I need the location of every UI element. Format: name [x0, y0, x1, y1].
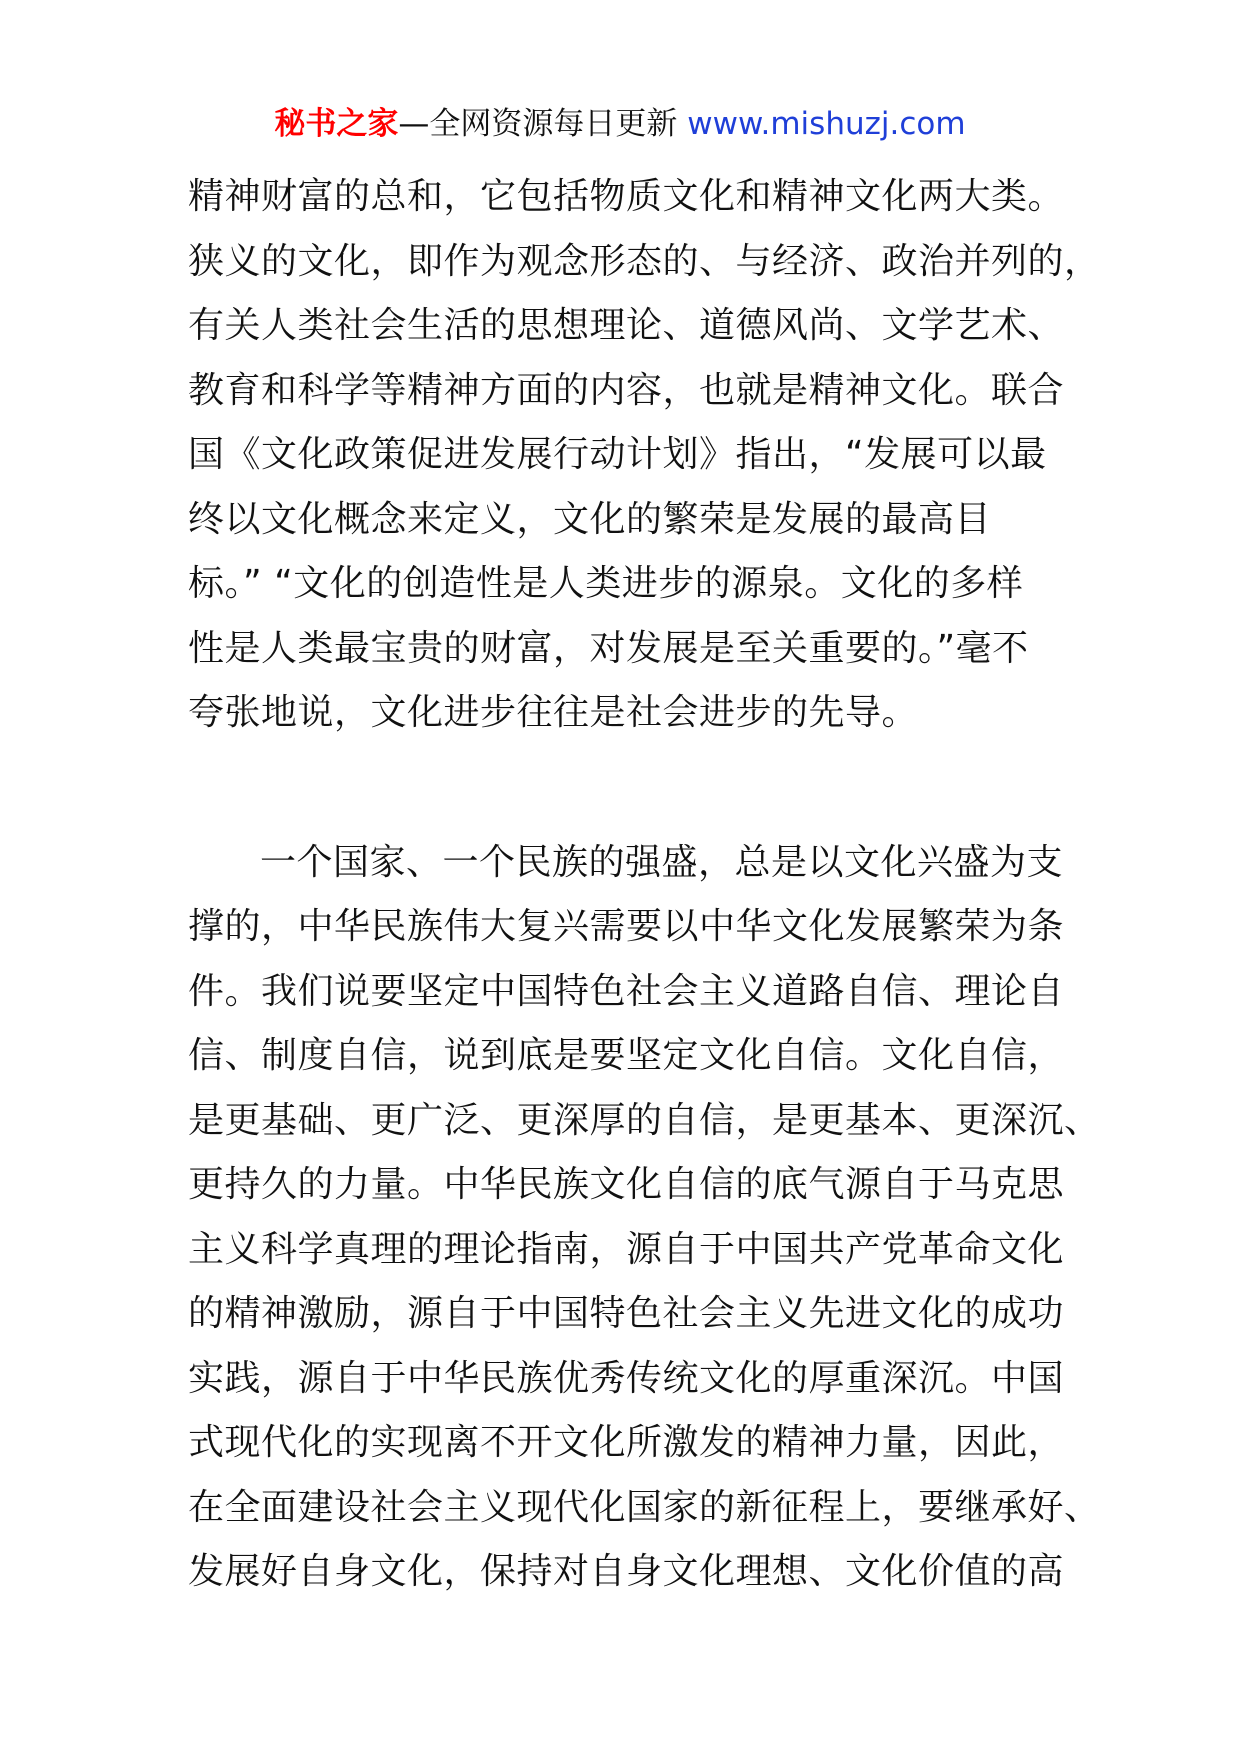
text-line: 精神财富的总和，它包括物质文化和精神文化两大类。: [188, 176, 1065, 217]
text-line: 终以文化概念来定义，文化的繁荣是发展的最高目: [188, 498, 992, 540]
text-line: 在全面建设社会主义现代化国家的新征程上，要继承好、: [188, 1486, 1101, 1528]
text-line: 件。我们说要坚定中国特色社会主义道路自信、理论自: [188, 970, 1065, 1012]
text-line: 撑的，中华民族伟大复兴需要以中华文化发展繁荣为条: [188, 906, 1065, 947]
text-line: 式现代化的实现离不开文化所激发的精神力量，因此，: [188, 1422, 1065, 1463]
text-line: 标。” “文化的创造性是人类进步的源泉。文化的多样: [188, 563, 1024, 604]
text-line: 是更基础、更广泛、更深厚的自信，是更基本、更深沉、: [188, 1099, 1101, 1141]
text-line: 一个国家、一个民族的强盛，总是以文化兴盛为支: [260, 841, 1064, 883]
document-body: [188, 165, 1101, 1605]
text-line: 教育和科学等精神方面的内容，也就是精神文化。联合: [188, 369, 1065, 411]
text-line: 的精神激励，源自于中国特色社会主义先进文化的成功: [188, 1293, 1065, 1334]
text-line: 国《文化政策促进发展行动计划》指出，“发展可以最: [188, 434, 1047, 475]
paragraph-spacer: [188, 746, 1088, 831]
text-line: 主义科学真理的理论指南，源自于中国共产党革命文化: [188, 1228, 1065, 1270]
paragraph-2: [188, 831, 1101, 1605]
page-header: [0, 104, 1240, 144]
paragraph-1: [188, 165, 1101, 746]
text-line: 更持久的力量。中华民族文化自信的底气源自于马克思: [188, 1164, 1065, 1205]
text-line: 性是人类最宝贵的财富，对发展是至关重要的。”毫不: [188, 627, 1029, 669]
text-line: 有关人类社会生活的思想理论、道德风尚、文学艺术、: [188, 305, 1065, 346]
website-link[interactable]: www.mishuzj.com: [687, 106, 966, 142]
text-line: 狭义的文化，即作为观念形态的、与经济、政治并列的，: [188, 240, 1101, 282]
brand-name: 秘书之家: [274, 106, 399, 142]
text-line: 实践，源自于中华民族优秀传统文化的厚重深沉。中国: [188, 1357, 1065, 1399]
text-line: 发展好自身文化，保持对自身文化理想、文化价值的高: [188, 1551, 1065, 1592]
text-line: 信、制度自信，说到底是要坚定文化自信。文化自信，: [188, 1035, 1065, 1076]
text-line: 夸张地说，文化进步往往是社会进步的先导。: [188, 692, 919, 733]
header-slogan: —全网资源每日更新: [398, 106, 678, 142]
